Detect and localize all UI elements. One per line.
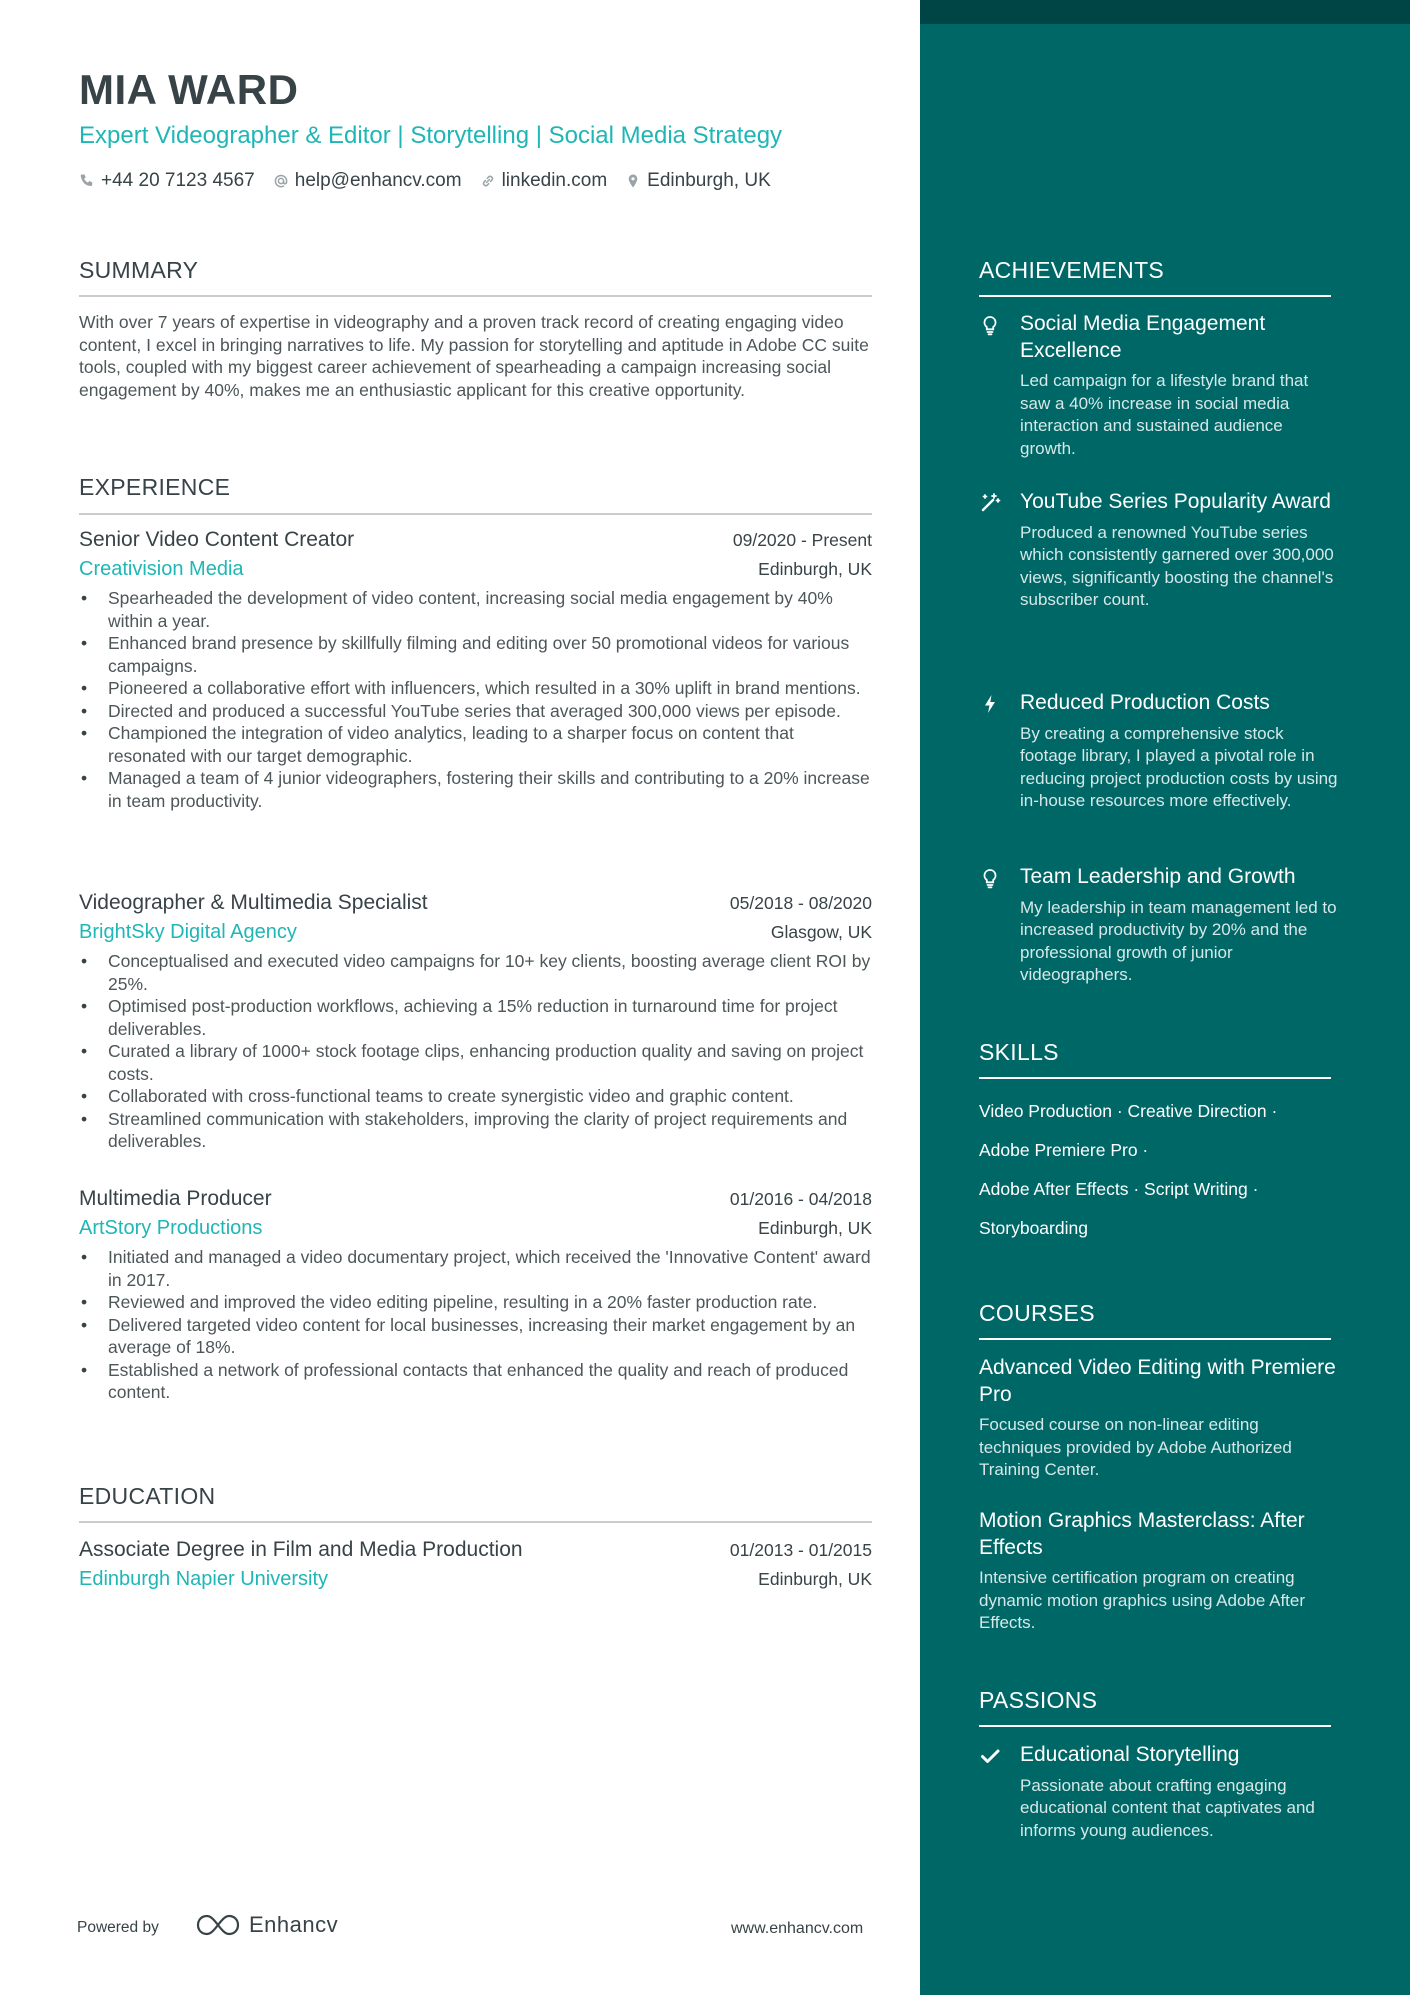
list-item: • Curated a library of 1000+ stock footage clips, enhancing production quality and saving on project costs. — [79, 1040, 872, 1085]
list-item: • Pioneered a collaborative effort with influencers, which resulted in a 30% uplift in brand mentions. — [79, 677, 872, 700]
magic-wand-icon — [979, 492, 1001, 514]
skill-line: Adobe After Effects · Script Writing · — [979, 1179, 1259, 1199]
contact-link[interactable] — [480, 170, 608, 192]
achievements-heading: ACHIEVEMENTS — [979, 257, 1165, 283]
list-item: • Initiated and managed a video documentary project, which received the 'Innovative Content' award in 2017. — [79, 1246, 872, 1291]
list-item: • Spearheaded the development of video content, increasing social media engagement by 40% within a year. — [79, 587, 872, 632]
checkmark-icon — [979, 1745, 1001, 1767]
contact-location-text: Edinburgh, UK — [647, 170, 771, 191]
enhancv-logo-text: Enhancv — [249, 1912, 339, 1937]
achievement-item — [979, 864, 1339, 987]
job-location: Edinburgh, UK — [758, 1218, 872, 1238]
job-date: 05/2018 - 08/2020 — [729, 893, 872, 913]
achievements-divider — [979, 295, 1331, 297]
list-item: • Reviewed and improved the video editing pipeline, resulting in a 20% faster production rate. — [79, 1291, 872, 1314]
contact-phone-text: +44 20 7123 4567 — [101, 170, 255, 191]
job-company[interactable]: ArtStory Productions — [79, 1217, 263, 1239]
candidate-name: MIA WARD — [79, 66, 299, 113]
list-item: • Conceptualised and executed video campaigns for 10+ key clients, boosting average client ROI by 25%. — [79, 950, 872, 995]
headline: Expert Videographer & Editor | Storytelling | Social Media Strategy — [79, 122, 783, 149]
phone-icon — [79, 173, 95, 189]
experience-heading: EXPERIENCE — [79, 474, 231, 500]
job-bullets — [79, 587, 872, 812]
lightning-bolt-icon — [979, 693, 1001, 715]
education-date: 01/2013 - 01/2015 — [729, 1540, 872, 1560]
achievement-item — [979, 690, 1339, 813]
list-item: • Managed a team of 4 junior videographers, fostering their skills and contributing to a 20% increase in team productivity. — [79, 767, 872, 812]
achievement-title: Social Media Engagement Excellence — [1020, 312, 1266, 362]
footer-powered-by: Powered by — [77, 1919, 159, 1936]
contact-email-text: help@enhancv.com — [294, 170, 462, 191]
experience-divider — [79, 513, 872, 515]
passion-item — [979, 1742, 1339, 1842]
skills-divider — [979, 1077, 1331, 1079]
footer-url[interactable]: www.enhancv.com — [731, 1920, 864, 1937]
skill-line: Video Production · Creative Direction · — [979, 1101, 1278, 1121]
courses-heading: COURSES — [979, 1300, 1095, 1326]
list-item: • Optimised post-production workflows, achieving a 15% reduction in turnaround time for project deliverables. — [79, 995, 872, 1040]
list-item: • Delivered targeted video content for local businesses, increasing their market engagement by an average of 18%. — [79, 1314, 872, 1359]
achievement-item — [979, 311, 1339, 460]
location-pin-icon — [625, 173, 641, 189]
achievement-title: Reduced Production Costs — [1020, 691, 1270, 714]
enhancv-logo[interactable] — [195, 1912, 338, 1938]
job-bullets — [79, 1246, 872, 1404]
skills-list — [979, 1092, 1331, 1248]
education-school[interactable]: Edinburgh Napier University — [79, 1568, 329, 1590]
passion-title: Educational Storytelling — [1020, 1743, 1240, 1766]
link-icon — [480, 173, 496, 189]
achievement-desc: Produced a renowned YouTube series which consistently garnered over 300,000 views, significantly boosting the channel's subscriber count. — [1020, 522, 1334, 609]
job-entry — [79, 891, 872, 1153]
education-location: Edinburgh, UK — [758, 1569, 872, 1589]
course-desc: Focused course on non-linear editing techniques provided by Adobe Authorized Training Center. — [979, 1415, 1292, 1479]
at-icon — [273, 173, 289, 189]
list-item: • Directed and produced a successful YouTube series that averaged 300,000 views per episode. — [79, 700, 872, 723]
passions-divider — [979, 1725, 1331, 1727]
education-heading: EDUCATION — [79, 1483, 216, 1509]
passions-heading: PASSIONS — [979, 1687, 1098, 1713]
achievement-desc: By creating a comprehensive stock footage library, I played a pivotal role in reducing project production costs by using in-house resources more effectively. — [1020, 723, 1338, 810]
job-entry — [79, 528, 872, 812]
education-degree: Associate Degree in Film and Media Production — [79, 1538, 523, 1561]
achievement-desc: My leadership in team management led to increased productivity by 20% and the professional growth of junior videographers. — [1020, 897, 1337, 984]
contact-email[interactable] — [273, 170, 462, 192]
list-item: • Streamlined communication with stakeholders, improving the clarity of project requirements and deliverables. — [79, 1108, 872, 1153]
job-location: Edinburgh, UK — [758, 559, 872, 579]
list-item: • Established a network of professional contacts that enhanced the quality and reach of produced content. — [79, 1359, 872, 1404]
job-title: Videographer & Multimedia Specialist — [79, 891, 428, 914]
job-date: 09/2020 - Present — [732, 530, 872, 550]
achievement-item — [979, 489, 1339, 612]
contact-location — [625, 170, 771, 192]
education-entry — [79, 1538, 872, 1591]
job-bullets — [79, 950, 872, 1153]
lightbulb-icon — [979, 867, 1001, 889]
education-divider — [79, 1521, 872, 1523]
job-company[interactable]: BrightSky Digital Agency — [79, 921, 297, 943]
course-item — [979, 1355, 1339, 1482]
list-item: • Championed the integration of video analytics, leading to a sharper focus on content that resonated with our target demographic. — [79, 722, 872, 767]
list-item: • Collaborated with cross-functional teams to create synergistic video and graphic content. — [79, 1085, 872, 1108]
job-company[interactable]: Creativision Media — [79, 558, 244, 580]
summary-divider — [79, 295, 872, 297]
achievement-desc: Led campaign for a lifestyle brand that saw a 40% increase in social media interaction and sustained audience growth. — [1020, 371, 1309, 458]
list-item: • Enhanced brand presence by skillfully filming and editing over 50 promotional videos for various campaigns. — [79, 632, 872, 677]
job-location: Glasgow, UK — [770, 922, 872, 942]
job-title: Multimedia Producer — [79, 1187, 272, 1210]
lightbulb-icon — [979, 314, 1001, 336]
course-desc: Intensive certification program on creating dynamic motion graphics using Adobe After Effects. — [979, 1568, 1306, 1632]
course-item — [979, 1508, 1339, 1635]
skill-line: Storyboarding — [979, 1218, 1088, 1238]
summary-text: With over 7 years of expertise in videography and a proven track record of creating engaging video content, I excel in bringing narratives to life. My passion for storytelling and aptitude in Adobe CC suite tools, coupled with my biggest career achievement of spearheading a campaign increasing social engagement by 40%, makes me an enthusiastic applicant for this creative opportunity. — [79, 312, 869, 400]
sidebar-top-bar — [920, 0, 1410, 24]
enhancv-logo-icon — [195, 1912, 241, 1938]
job-entry — [79, 1187, 872, 1404]
skills-heading: SKILLS — [979, 1039, 1059, 1065]
contact-bar — [79, 170, 771, 192]
summary-heading: SUMMARY — [79, 257, 199, 283]
achievement-title: YouTube Series Popularity Award — [1020, 490, 1331, 513]
contact-phone[interactable] — [79, 170, 255, 192]
contact-link-text: linkedin.com — [501, 170, 608, 191]
passion-desc: Passionate about crafting engaging educational content that captivates and informs young audiences. — [1020, 1775, 1315, 1840]
courses-divider — [979, 1338, 1331, 1340]
job-title: Senior Video Content Creator — [79, 528, 355, 551]
course-title: Advanced Video Editing with Premiere Pro — [979, 1356, 1336, 1406]
skill-line: Adobe Premiere Pro · — [979, 1140, 1149, 1160]
course-title: Motion Graphics Masterclass: After Effects — [979, 1509, 1305, 1559]
achievement-title: Team Leadership and Growth — [1020, 865, 1296, 888]
job-date: 01/2016 - 04/2018 — [729, 1189, 872, 1209]
